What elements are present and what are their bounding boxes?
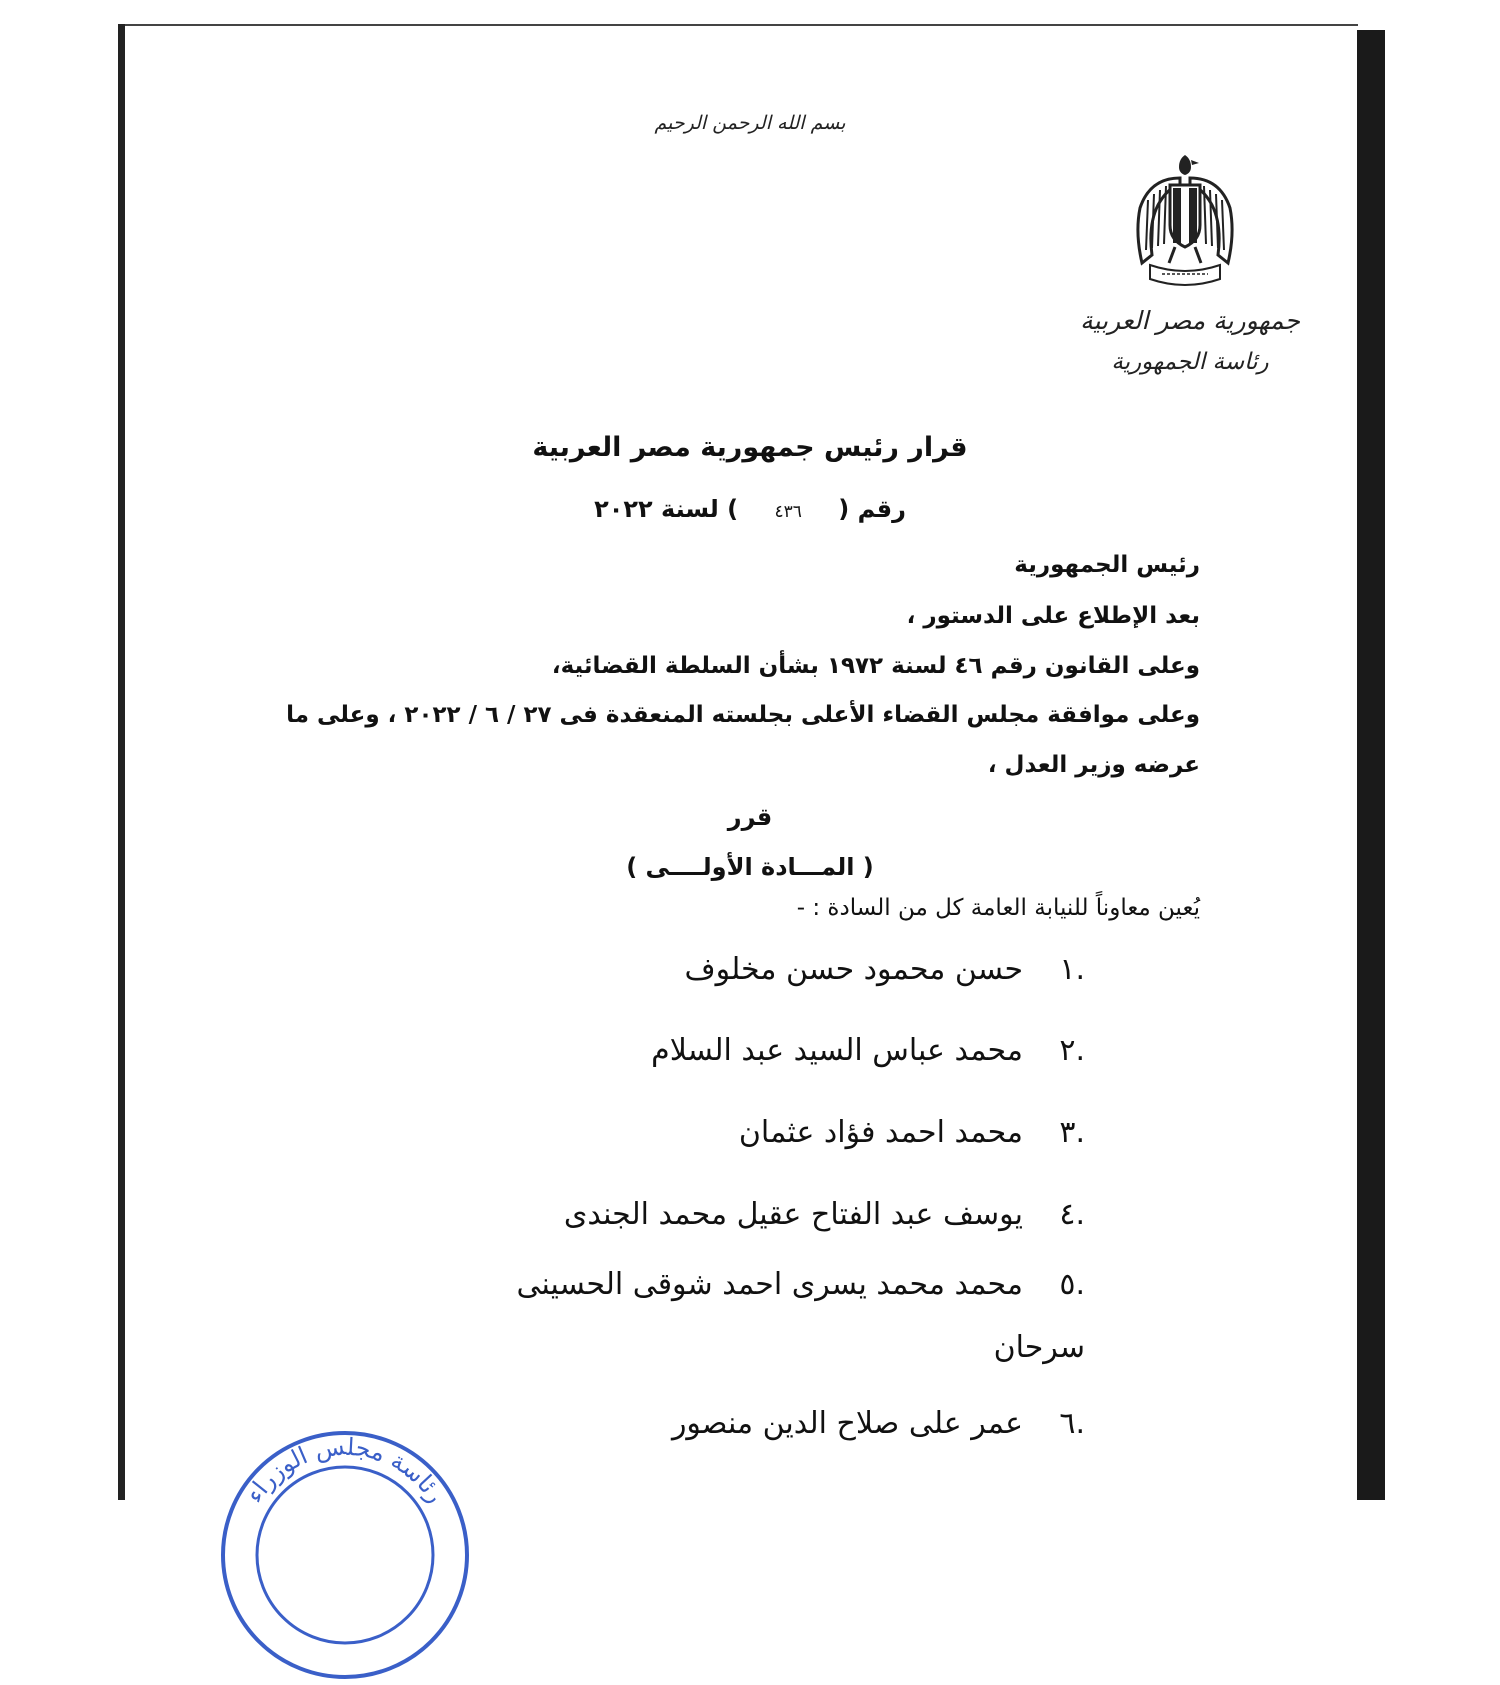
list-item-index: .١ xyxy=(1059,952,1085,987)
list-item xyxy=(420,952,1085,987)
decree-title: قرار رئيس جمهورية مصر العربية xyxy=(532,432,968,463)
list-item-index: .٥ xyxy=(1059,1267,1085,1302)
list-item xyxy=(420,1115,1085,1150)
preamble-line-3: وعلى موافقة مجلس القضاء الأعلى بجلسته المنعقدة فى ٢٧ / ٦ / ٢٠٢٢ ، وعلى ما xyxy=(286,702,1200,728)
official-stamp xyxy=(215,1425,475,1685)
list-item-index: .٦ xyxy=(1059,1406,1085,1441)
list-item-name: محمد احمد فؤاد عثمان xyxy=(738,1115,1023,1150)
stamp-text: رئاسة مجلس الوزراء xyxy=(240,1432,450,1508)
letterhead-country: جمهورية مصر العربية xyxy=(1080,306,1300,335)
letterhead xyxy=(1080,300,1300,382)
list-item-name: يوسف عبد الفتاح عقيل محمد الجندى xyxy=(563,1197,1023,1232)
preamble-line-1: بعد الإطلاع على الدستور ، xyxy=(906,603,1200,629)
list-item-name: عمر على صلاح الدين منصور xyxy=(671,1406,1023,1441)
scan-edge-right xyxy=(1357,30,1385,1500)
list-item xyxy=(420,1406,1085,1441)
svg-text:رئاسة مجلس الوزراء xyxy=(240,1432,450,1508)
list-item-index: .٣ xyxy=(1059,1115,1085,1150)
list-item xyxy=(420,1197,1085,1232)
list-item-name: محمد محمد يسرى احمد شوقى الحسينى xyxy=(516,1267,1023,1302)
list-item xyxy=(420,1267,1085,1302)
list-item xyxy=(420,1033,1085,1068)
basmala: بسم الله الرحمن الرحيم xyxy=(654,112,846,134)
decided-heading: قرر xyxy=(727,803,773,831)
list-item-continuation: سرحان xyxy=(993,1330,1085,1365)
list-item-name: حسن محمود حسن مخلوف xyxy=(684,952,1023,987)
letterhead-presidency: رئاسة الجمهورية xyxy=(1111,349,1269,375)
issuer-line: رئيس الجمهورية xyxy=(1014,552,1200,578)
preamble-line-2: وعلى القانون رقم ٤٦ لسنة ١٩٧٢ بشأن السلطة القضائية، xyxy=(551,653,1200,679)
decree-number-prefix: رقم ( xyxy=(838,495,906,523)
scan-edge-left xyxy=(118,24,125,1500)
scan-edge-top xyxy=(118,24,1358,26)
decree-number-suffix: ) لسنة ٢٠٢٢ xyxy=(594,495,739,523)
article-intro: يُعين معاوناً للنيابة العامة كل من السادة : - xyxy=(796,895,1200,921)
article-title: ( المـــادة الأولــــى ) xyxy=(626,853,874,881)
decree-number: ٤٣٦ xyxy=(774,502,802,522)
decree-number-line xyxy=(450,495,1050,523)
preamble-line-4: عرضه وزير العدل ، xyxy=(987,752,1200,778)
list-item-index: .٤ xyxy=(1059,1197,1085,1232)
list-item-index: .٢ xyxy=(1059,1033,1085,1068)
list-item-name: محمد عباس السيد عبد السلام xyxy=(651,1033,1023,1068)
egypt-eagle-emblem-icon xyxy=(1130,150,1240,295)
